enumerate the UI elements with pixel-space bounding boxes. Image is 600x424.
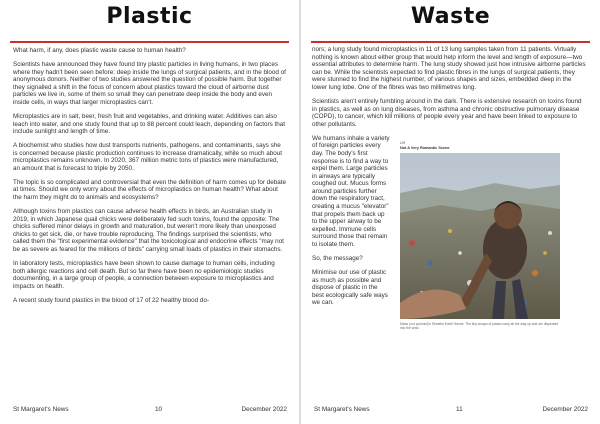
photo-figure <box>400 135 587 331</box>
figure-title: Not A Very Romantic Scene <box>400 145 450 150</box>
article-body-left <box>13 47 287 311</box>
article-body-right <box>312 46 587 330</box>
paragraph: Microplastics are in salt, beer, fresh fruit and vegetables, and drinking water. Additives can also leach into water, and one study found that up to 88 percent could leach, depending on factors that include sunlight and length of time. <box>13 112 286 136</box>
figure-kicker: UH <box>400 140 406 145</box>
narrow-text-column <box>312 135 390 331</box>
paragraph: What harm, if any, does plastic waste cause to human health? <box>13 47 186 54</box>
footer-date: December 2022 <box>542 406 588 413</box>
title-rule <box>311 41 590 43</box>
paragraph: So, the message? <box>312 255 363 263</box>
footer-publication: St Margaret's News <box>13 406 69 413</box>
paragraph: Scientists have announced they have found tiny plastic particles in living humans, in two places where they hadn't been seen before: deep inside the lungs of surgical patients, and in the blood of anonymous donors. Neither of two studies answered the question of possible harm. But together they signalled a shift in the focus of concern about plastics toward the cloud of airborne dust particles we live in, some of them so small they can penetrate deep inside the body and even inside cells, in ways that larger microplastics can't. <box>13 60 286 106</box>
paragraph: In laboratory tests, microplastics have been shown to cause damage to human cells, including both allergic reactions and cell death. But so far there have been no epidemiologic studies documenting, in a large group of people, a connection between exposure to microplastics and impacts on health. <box>13 260 275 290</box>
figure-caption: Manu (not pictured)'s 'Breathe Earth' theme. The tiny scraps of plastic carry all the way up and are dispersed into the wind. <box>400 321 559 331</box>
page-title: Waste <box>410 4 491 29</box>
text-figure-columns <box>312 135 587 331</box>
paragraph: Scientists aren't entirely fumbling around in the dark. There is extensive research on toxins found in plastics, as well as on lung diseases, from asthma and chronic obstructive pulmonary disease (COPD), to cancer, which kill millions of people every year and have been linked to exposure to other pollutants. <box>312 97 582 128</box>
footer-date: December 2022 <box>241 406 287 413</box>
title-rule <box>10 41 289 43</box>
page-footer <box>314 406 588 415</box>
paragraph: A biochemist who studies how dust transports nutrients, pathogens, and contaminants, says she is concerned because plastic production continues to increase dramatically, while so much about microplastics remains unknown. In 2020, 367 million metric tons of plastics were manufactured, an amount that is forecast to triple by 2050. <box>13 142 283 172</box>
plastic-landfill-photo <box>400 153 560 319</box>
right-page <box>301 0 600 424</box>
paragraph: A recent study found plastics in the blood of 17 of 22 healthy blood do- <box>13 296 210 304</box>
paragraph: Although toxins from plastics can cause adverse health effects in birds, an Australian study in 2019, in which Japanese quail chicks were deliberately fed such toxins, found the opposite: The chicks suffered minor delays in growth and maturation, but weren't more likely than unexposed chicks to get sick, die, or have trouble reproducing. The findings surprised the scientists, who called them the "first experimental evidence" that the toxicological and endocrine effects "may not be as severe as feared for the millions of birds" carrying small loads of plastics in their stomachs. <box>13 208 284 254</box>
paragraph: We humans inhale a variety of foreign particles every day. The body's first response is to find a way to expel them. Large particles in airways are typically coughed out. Mucus forms around particles further down the respiratory tract, creating a mucus "elevator" that propels them back up to the upper airway to be expelled. Immune cells surround those that remain to isolate them. <box>312 134 390 249</box>
footer-publication: St Margaret's News <box>314 406 370 413</box>
page-title: Plastic <box>106 4 193 29</box>
left-page <box>0 0 299 424</box>
footer-page-number: 10 <box>155 406 163 413</box>
paragraph: Minimise our use of plastic as much as possible and dispose of plastic in the best ecologically safe ways we can. <box>312 269 388 307</box>
paragraph: The topic is so complicated and controversial that even the definition of harm comes up for debate at times. Should we only worry about the effects of microplastics on human health? What about the harm they might do to animals and ecosystems? <box>13 178 287 202</box>
paragraph: nors; a lung study found microplastics in 11 of 13 lung samples taken from 11 patients. Virtually nothing is known about either group that would help inform the level and length of exposure—two essential attributes to determine harm. The lung study showed just how intrusive airborne particles can be. While the scientists expected to find plastic fibres in the lungs of surgical patients, they were stunned to find the highest number, of various shapes and sizes, embedded deep in the lower lung lobe. One of the fibres was two millimetres long. <box>312 46 586 91</box>
page-footer <box>13 406 287 415</box>
footer-page-number: 11 <box>456 406 463 413</box>
